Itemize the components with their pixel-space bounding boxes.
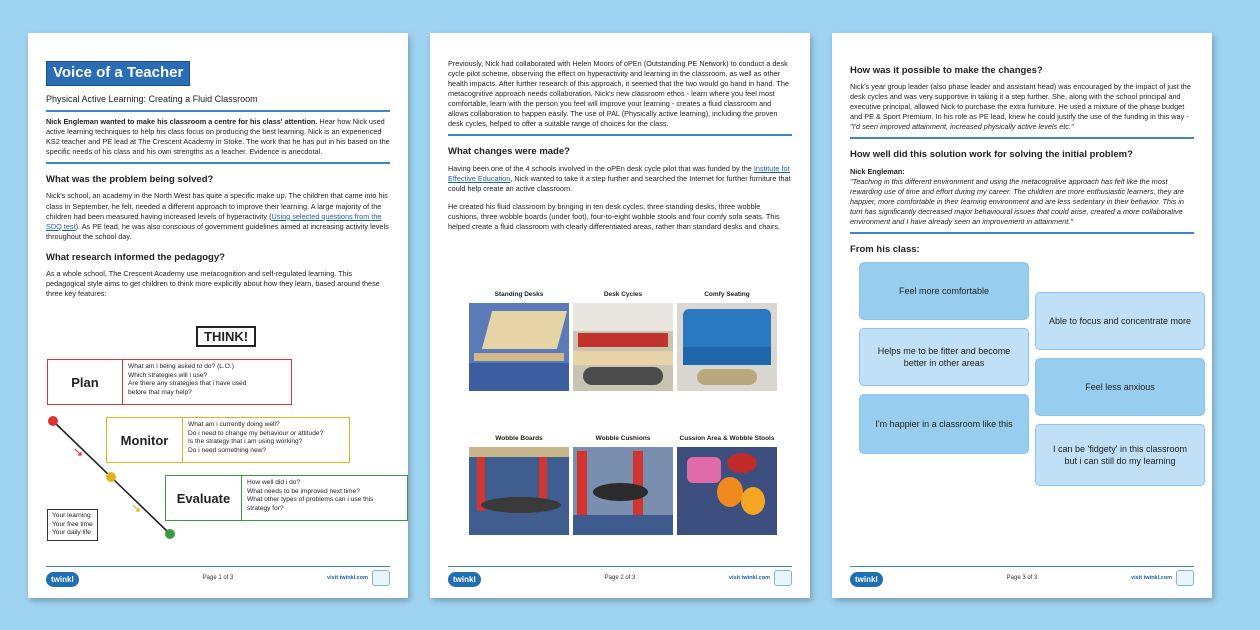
heading-how: How was it possible to make the changes? — [850, 65, 1043, 76]
collab-paragraph: Previously, Nick had collaborated with Helen Moors of oPEn (Outstanding PE Network) to conduct a desk cycle pilot scheme, observing the effect on hyperactivity and learning in the classroom, as well as other health impacts. After further research of this approach, it seemed that the two would go hand in hand. The metacognitive approach needs collaboration. Nick's new classroom ethos - learn where you feel most comfortable, learn with the person you feel will improve your learning - creates a fluid classroom and allows collaboration to happen easily. The use of PAL (Physically active learning), including the proven desk cycles, helped to offer a suitable range of choices for the class. — [448, 59, 789, 129]
heading-research: What research informed the pedagogy? — [46, 251, 225, 263]
page-subtitle: Physical Active Learning: Creating a Fluid Classroom — [46, 93, 258, 104]
divider — [46, 110, 390, 112]
page-title: Voice of a Teacher — [46, 61, 190, 86]
monitor-label: Monitor — [107, 418, 183, 462]
fluid-paragraph: He created his fluid classroom by bringing in ten desk cycles, three standing desks, three wobble cushions, three wobble boards (under foot), four-to-eight wobble stools and four comfy sofa seats. This helped create a fluid classroom with clearly differentiated areas, rather than standard desks and chairs. — [448, 201, 781, 231]
speaker-label: Nick Engleman: — [850, 166, 905, 176]
how-paragraph: Nick's year group leader (also phase leader and assistant head) was encouraged by the impact of just the desk cycles and was very supportive in taking it a step further. She, along with the school principal and executive principal, allowed Nick to purchase the extra furniture. He used a mixture of the phase budget and PE & Sport Premium. In his role as PE lead, knew he could justify the use of the funding in this way - "I'd seen improved attainment, increased physically active levels etc." — [850, 82, 1191, 132]
visit-link[interactable]: visit twinkl.com — [327, 575, 368, 581]
photo-comfy-seating: Comfy Seating — [676, 291, 778, 391]
visit-link[interactable]: visit twinkl.com — [1131, 575, 1172, 581]
heading-changes: What changes were made? — [448, 146, 570, 158]
intro-paragraph: Nick Engleman wanted to make his classroom a centre for his class' attention. Hear how Nick used active learning techniques to help his class focus on producing the best learning. Nick is an experienced KS2 teacher and PE lead at The Crescent Academy in Stoke. The work that he has put in his based on the specific needs of his class and his own strengths as a teacher. Evidence is anecdotal. — [46, 117, 390, 157]
photo-wobble-boards: Wobble Boards — [468, 435, 570, 535]
page-footer — [430, 566, 810, 592]
evaluate-label: Evaluate — [166, 476, 242, 520]
twinkl-logo: twinkl — [850, 572, 883, 587]
bubble-happier: I'm happier in a classroom like this — [859, 394, 1029, 454]
plan-questions: What am i being asked to do? (L.O.) Which strategies will i use? Are there any strategies that i have used before that may help? — [128, 363, 247, 396]
sdq-link[interactable]: Using selected questions from the SDQ test — [46, 211, 382, 231]
your-learning-box: Your learning Your free time Your daily life — [47, 509, 98, 541]
page-number: Page 3 of 3 — [1006, 575, 1038, 581]
teacher-quote: "Teaching in this different environment and using the metacognitive approach has felt like the most rewarding use of time and effort during my career. The children are more enthusiastic learners, they are happier, more comfortable in their learning environment and are less sedentary in their behavior. This in turn has significantly decreased major behavioural issues that could arise, created a more collaborative environment and I have already seen an improvement in attainment." — [850, 176, 1184, 226]
bubble-comfortable: Feel more comfortable — [859, 262, 1029, 320]
iee-link[interactable]: Institute for Effective Education — [448, 163, 790, 183]
monitor-questions: What am i currently doing well? Do i need to change my behaviour or attitude? Is the strategy that i am using working? Do i need something new? — [188, 421, 324, 454]
page-1 — [28, 33, 408, 598]
page-footer — [28, 566, 408, 592]
divider — [850, 137, 1194, 139]
research-paragraph: As a whole school, The Crescent Academy use metacognition and self-regulated learning. This pedagogical style aims to get children to think more explicitly about how they learn, based around these three key features: — [46, 268, 380, 298]
evaluate-questions: How well did i do? What needs to be improved next time? What other types of problems can i use this strategy for? — [247, 479, 374, 512]
page-3 — [832, 33, 1212, 598]
plan-box — [47, 359, 292, 405]
visit-link[interactable]: visit twinkl.com — [729, 575, 770, 581]
heading-problem: What was the problem being solved? — [46, 174, 214, 186]
heading-how-well: How well did this solution work for solving the initial problem? — [850, 149, 1133, 161]
divider — [448, 134, 792, 136]
divider — [46, 162, 390, 164]
photo-desk-cycles: Desk Cycles — [572, 291, 674, 391]
page-number: Page 1 of 3 — [202, 575, 234, 581]
evaluate-box — [165, 475, 408, 521]
badge-icon — [1176, 570, 1194, 586]
twinkl-logo: twinkl — [46, 572, 79, 587]
badge-icon — [774, 570, 792, 586]
pilot-paragraph: Having been one of the 4 schools involved in the oPEn desk cycle pilot that was funded by the Institute for Effective Education, Nick wanted to take it a step further and searched the Internet for further furniture that could help create an active classroom. — [448, 163, 791, 193]
page-footer — [832, 566, 1212, 592]
badge-icon — [372, 570, 390, 586]
bubble-fitter: Helps me to be fitter and become better in other areas — [859, 328, 1029, 386]
problem-paragraph: Nick's school, an academy in the North West has quite a specific make up. The children that came into his class in September, he felt, needed a different approach to improve their learning. A large majority of the children had been measured having increased levels of hyperactivity (Using selected questions from the SDQ test). As PE lead, he was also conscious of government guidelines aimed at increasing activity levels throughout the school day. — [46, 191, 389, 241]
divider — [850, 232, 1194, 234]
bubble-less-anxious: Feel less anxious — [1035, 358, 1205, 416]
photo-cushion-area-wobble-stools: Cussion Area & Wobble Stools — [676, 435, 778, 535]
bubble-focus: Able to focus and concentrate more — [1035, 292, 1205, 350]
twinkl-logo: twinkl — [448, 572, 481, 587]
photo-standing-desks: Standing Desks — [468, 291, 570, 391]
plan-label: Plan — [48, 360, 123, 404]
thinki-label: THINK! — [196, 326, 256, 347]
bubble-fidgety: I can be 'fidgety' in this classroom but i can still do my learning — [1035, 424, 1205, 486]
page-number: Page 2 of 3 — [604, 575, 636, 581]
photo-wobble-cushions: Wobble Cushions — [572, 435, 674, 535]
page-2 — [430, 33, 810, 598]
heading-from-class: From his class: — [850, 243, 920, 255]
